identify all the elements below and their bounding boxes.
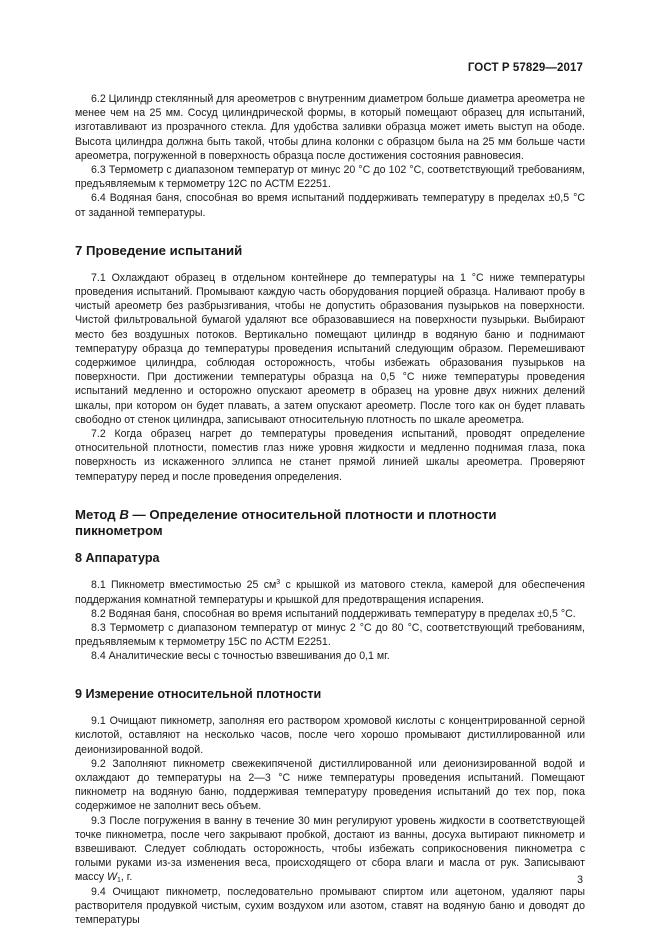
paragraph-8-3: 8.3 Термометр с диапазоном температур от минус 2 °С до 80 °С, соответствующий требованиям, предъявляемым к термометру 15С по АСТМ Е2251. xyxy=(75,621,585,649)
paragraph-9-4: 9.4 Очищают пикнометр, последовательно промывают спиртом или ацетоном, удаляют пары растворителя продувкой чистым, сухим воздухом или азотом, ставят на водяную баню и доводят до температуры xyxy=(75,885,585,926)
p93-sub: 1 xyxy=(117,877,121,885)
document-code: ГОСТ Р 57829—2017 xyxy=(467,62,583,74)
paragraph-9-3 xyxy=(75,814,585,885)
section-heading-7: 7 Проведение испытаний xyxy=(75,242,243,258)
page-number: 3 xyxy=(577,874,583,886)
method-b-prefix: Метод xyxy=(75,506,120,522)
paragraph-8-4: 8.4 Аналитические весы с точностью взвешивания до 0,1 мг. xyxy=(91,650,390,663)
paragraph-7-1: 7.1 Охлаждают образец в отдельном контейнере до температуры на 1 °С ниже температуры проведения испытаний. Промывают каждую часть оборудования порцией образца. Наливают пробу в чистый ареометр без разбрызгивания, чтобы не допустить образования пузырьков на поверхности. Чистой фильтровальной бумагой удаляют все образовавшиеся на поверхности пузырьки. Выбирают место без воздушных потоков. Вертикально помещают цилиндр в водяную баню и поднимают температуру образца до температуры проведения испытаний следующим образом. Перемешивают содержимое цилиндра, соблюдая осторожность, чтобы избежать образования пузырьков на поверхности. При достижении температуры образца на 0,5 °С ниже температуры проведения испытаний медленно и осторожно опускают ареометр в образец на уровне двух нижних делений шкалы, при котором он будет плавать, а затем опускают ареометр. После того как он будет плавать свободно от стенок цилиндра, записывают относительную плотность по шкале ареометра. xyxy=(75,271,585,426)
section-heading-8: 8 Аппаратура xyxy=(75,550,160,565)
paragraph-9-2: 9.2 Заполняют пикнометр свежекипяченой дистиллированной или деионизированной водой и охлаждают до температуры на 2—3 °С ниже температуры проведения испытаний. Помещают пикнометр на водяную баню, поддерживая температуру проведения испытаний до тех пор, пока содержимое не заполнит весь объем. xyxy=(75,757,585,813)
paragraph-9-1: 9.1 Очищают пикнометр, заполняя его раствором хромовой кислоты с концентрированной серной кислотой, оставляют на несколько часов, после чего хорошо промывают дистиллированной или деионизированной водой. xyxy=(75,715,585,756)
paragraph-6-3: 6.3 Термометр с диапазоном температур от минус 20 °С до 102 °С, соответствующий требованиям, предъявляемым к термометру 12С по АСТМ Е2251. xyxy=(75,164,585,191)
method-b-rest: — Определение относительной плотности и плотности пикнометром xyxy=(75,506,497,538)
paragraph-8-2: 8.2 Водяная баня, способная во время испытаний поддерживать температуру в пределах ±0,5 °С. xyxy=(91,607,576,620)
paragraph-6-4: 6.4 Водяная баня, способная во время испытаний поддерживать температуру в пределах ±0,5 °С от заданной температуры. xyxy=(75,192,585,219)
section-heading-9: 9 Измерение относительной плотности xyxy=(75,686,322,701)
p81-sup: 3 xyxy=(276,579,281,587)
paragraph-8-1 xyxy=(75,578,585,606)
paragraph-6-2: 6.2 Цилиндр стеклянный для ареометров с внутренним диаметром больше диаметра ареометра не менее чем на 25 мм. Сосуд цилиндрической формы, в который помещают образец для испытаний, изготавливают из прозрачного стекла. Для удобства заливки образца может иметь выступ на ободе. Высота цилиндра должна быть такой, чтобы длина колонки с образцом была на 25 мм больше части ареометра, погруженной в поверхность образца после достижения состояния равновесия. xyxy=(75,93,585,162)
method-b-heading xyxy=(75,507,585,539)
p93-var: W xyxy=(107,871,118,884)
p93-before: 9.3 После погружения в ванну в течение 30 мин регулируют уровень жидкости в соответствующей точке пикнометра, после чего закрывают пробкой, достают из ванны, досуха вытирают пикнометр и взвешивают. Следует соблюдать осторожность, чтобы избежать соприкосновения пикнометра с голыми руками из-за изменения веса, происходящего от сбора влаги и масла от рук. Записывают массу xyxy=(75,814,585,884)
method-b-letter: B xyxy=(119,506,129,522)
p93-after: , г. xyxy=(120,871,133,884)
p81-after: с крышкой из матового стекла, камерой для обеспечения поддержания комнатной температуры и крышкой для предотвращения испарения. xyxy=(75,579,585,606)
paragraph-7-2: 7.2 Когда образец нагрет до температуры проведения испытаний, проводят определение относительной плотности, поместив глаз ниже уровня жидкости и медленно поднимая глаза, пока поверхность из искаженного эллипса не станет прямой линией шкалы ареометра. Проверяют температуру перед и после проведения определения. xyxy=(75,428,585,483)
p81-before: 8.1 Пикнометр вместимостью 25 см xyxy=(91,579,277,592)
page-content xyxy=(75,92,585,927)
